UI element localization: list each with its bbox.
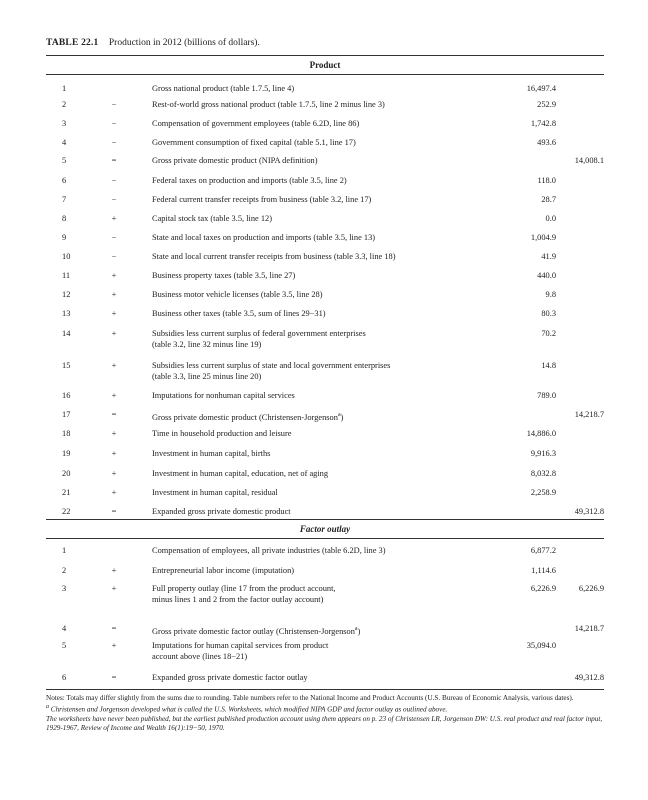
operator: = [111, 624, 117, 633]
description-text: State and local current transfer receipts from business (table 3.3, line 18) [152, 252, 396, 261]
footnote-a [46, 703, 604, 715]
operator: + [111, 488, 117, 497]
operator: − [111, 119, 117, 128]
description-continuation: (table 3.2, line 32 minus line 19) [152, 339, 262, 349]
line-number: 16 [62, 391, 71, 400]
line-number: 13 [62, 309, 71, 318]
operator: = [111, 673, 117, 682]
operator: − [111, 233, 117, 242]
description-text: Expanded gross private domestic factor outlay [152, 673, 308, 682]
value-column-1: 1,004.9 [530, 233, 556, 242]
line-number: 11 [62, 271, 71, 280]
description-text: Business motor vehicle licenses (table 3.5, line 28) [152, 290, 323, 299]
line-description [152, 673, 482, 684]
operator: = [111, 156, 117, 165]
line-number: 7 [62, 195, 67, 204]
line-description [152, 624, 482, 637]
value-column-1: 440.0 [537, 271, 556, 280]
line-number: 5 [62, 641, 67, 650]
description-text: Business other taxes (table 3.5, sum of lines 29−31) [152, 309, 326, 318]
description-continuation: minus lines 1 and 2 from the factor outlay account) [152, 594, 324, 604]
description-text: Compensation of employees, all private industries (table 6.2D, line 3) [152, 546, 386, 555]
operator: + [111, 566, 117, 575]
value-column-1: 1,114.6 [531, 566, 556, 575]
table-number: TABLE 22.1 [46, 38, 99, 48]
line-description [152, 641, 482, 662]
value-column-1: 118.0 [537, 176, 556, 185]
line-number: 17 [62, 410, 71, 419]
line-number: 8 [62, 214, 67, 223]
line-number: 3 [62, 584, 67, 593]
value-column-2: 6,226.9 [578, 584, 604, 593]
description-end: ) [357, 626, 361, 636]
description-text: Federal current transfer receipts from business (table 3.2, line 17) [152, 195, 372, 204]
line-number: 10 [62, 252, 71, 261]
description-text: Subsidies less current surplus of state and local government enterprises [152, 361, 391, 370]
description-text: Gross private domestic product (Christensen-Jorgenson [152, 412, 338, 422]
operator: + [111, 214, 117, 223]
description-text: Gross national product (table 1.7.5, line 4) [152, 84, 295, 93]
value-column-1: 14,886.0 [526, 429, 556, 438]
line-description [152, 566, 482, 577]
description-text: Investment in human capital, births [152, 449, 271, 458]
line-number: 4 [62, 624, 67, 633]
section-factor-outlay-heading: Factor outlay [299, 524, 351, 534]
line-description [152, 584, 482, 605]
line-number: 3 [62, 119, 67, 128]
description-text: State and local taxes on production and imports (table 3.5, line 13) [152, 233, 376, 242]
line-number: 21 [62, 488, 71, 497]
description-text: Investment in human capital, residual [152, 488, 278, 497]
value-column-1: 28.7 [541, 195, 556, 204]
operator: + [111, 584, 117, 593]
description-text: Business property taxes (table 3.5, line 27) [152, 271, 296, 280]
value-column-1: 9.8 [545, 290, 556, 299]
operator: + [111, 361, 117, 370]
operator: − [111, 195, 117, 204]
value-column-1: 16,497.4 [526, 84, 556, 93]
operator: − [111, 100, 117, 109]
value-column-2: 14,008.1 [574, 156, 604, 165]
operator: − [111, 252, 117, 261]
footnote-marker: a [354, 626, 358, 632]
description-continuation: (table 3.3, line 25 minus line 20) [152, 371, 262, 381]
description-end: ) [340, 412, 344, 422]
operator: + [111, 290, 117, 299]
operator: − [111, 176, 117, 185]
value-column-1: 6,226.9 [530, 584, 556, 593]
notes-line: Notes: Totals may differ slightly from the sums due to rounding. Table numbers refer to the National Income and Product Accounts (U.S. Bureau of Economic Analysis, various dates). [46, 694, 574, 702]
operator: + [111, 429, 117, 438]
description-text: Capital stock tax (table 3.5, line 12) [152, 214, 273, 223]
description-text: Imputations for nonhuman capital services [152, 391, 295, 400]
factor-outlay-table [46, 0, 604, 800]
value-column-1: 35,094.0 [526, 641, 556, 650]
section-product-heading: Product [309, 60, 341, 70]
value-column-1: 789.0 [537, 391, 556, 400]
line-number: 14 [62, 329, 71, 338]
description-text: Compensation of government employees (table 6.2D, line 86) [152, 119, 360, 128]
line-number: 4 [62, 138, 67, 147]
operator: + [111, 271, 117, 280]
operator: + [111, 449, 117, 458]
operator: + [111, 391, 117, 400]
footnote-source: The worksheets have never been published, but the earliest published production account using them appears on p. 23 of Christensen LR, Jorgenson DW: U.S. real product and real factor input, 1929-1967, Review of Income and Wealth 16(1):19−50, 1970. [46, 714, 603, 732]
value-column-1: 2,258.9 [530, 488, 556, 497]
line-number: 20 [62, 469, 71, 478]
table-title: Production in 2012 (billions of dollars). [108, 38, 260, 48]
footnote-marker: a [337, 412, 341, 418]
description-text: Gross private domestic product (NIPA definition) [152, 156, 318, 165]
operator: + [111, 329, 117, 338]
line-description [152, 546, 482, 557]
footnote-a-text: Christensen and Jorgenson developed what is called the U.S. Worksheets, which modified NIPA GDP and factor outlay as outlined above. [50, 705, 448, 714]
description-text: Investment in human capital, education, net of aging [152, 469, 329, 478]
line-number: 19 [62, 449, 71, 458]
description-text: Rest-of-world gross national product (table 1.7.5, line 2 minus line 3) [152, 100, 385, 109]
description-text: Gross private domestic factor outlay (Christensen-Jorgenson [152, 626, 355, 636]
value-column-1: 493.6 [537, 138, 556, 147]
line-number: 2 [62, 566, 67, 575]
line-number: 9 [62, 233, 67, 242]
line-number: 18 [62, 429, 71, 438]
line-number: 6 [62, 673, 67, 682]
value-column-1: 1,742.8 [530, 119, 556, 128]
line-number: 12 [62, 290, 71, 299]
value-column-1: 80.3 [541, 309, 556, 318]
operator: + [111, 309, 117, 318]
operator: = [111, 410, 117, 419]
line-number: 22 [62, 507, 71, 516]
description-text: Imputations for human capital services from product [152, 641, 329, 650]
description-text: Government consumption of fixed capital (table 5.1, line 17) [152, 138, 356, 147]
table-notes [46, 694, 604, 733]
description-text: Time in household production and leisure [152, 429, 292, 438]
description-text: Expanded gross private domestic product [152, 507, 291, 516]
value-column-1: 14.8 [541, 361, 556, 370]
value-column-1: 70.2 [541, 329, 556, 338]
description-text: Entrepreneurial labor income (imputation) [152, 566, 295, 575]
line-number: 5 [62, 156, 67, 165]
value-column-2: 14,218.7 [574, 410, 604, 419]
description-text: Federal taxes on production and imports (table 3.5, line 2) [152, 176, 347, 185]
value-column-2: 49,312.8 [574, 507, 604, 516]
line-number: 1 [62, 546, 67, 555]
line-number: 1 [62, 84, 67, 93]
value-column-1: 6,877.2 [530, 546, 556, 555]
operator: = [111, 507, 117, 516]
value-column-1: 252.9 [537, 100, 556, 109]
value-column-1: 9,916.3 [530, 449, 556, 458]
value-column-2: 49,312.8 [574, 673, 604, 682]
description-text: Full property outlay (line 17 from the product account, [152, 584, 336, 593]
description-continuation: account above (lines 18−21) [152, 651, 248, 661]
value-column-1: 41.9 [541, 252, 556, 261]
operator: + [111, 641, 117, 650]
value-column-2: 14,218.7 [574, 624, 604, 633]
line-number: 15 [62, 361, 71, 370]
description-text: Subsidies less current surplus of federal government enterprises [152, 329, 366, 338]
line-number: 2 [62, 100, 67, 109]
bottom-rule [46, 689, 604, 690]
operator: − [111, 138, 117, 147]
value-column-1: 0.0 [545, 214, 556, 223]
value-column-1: 8,032.8 [530, 469, 556, 478]
footnote-marker: a [46, 704, 49, 711]
line-number: 6 [62, 176, 67, 185]
operator: + [111, 469, 117, 478]
